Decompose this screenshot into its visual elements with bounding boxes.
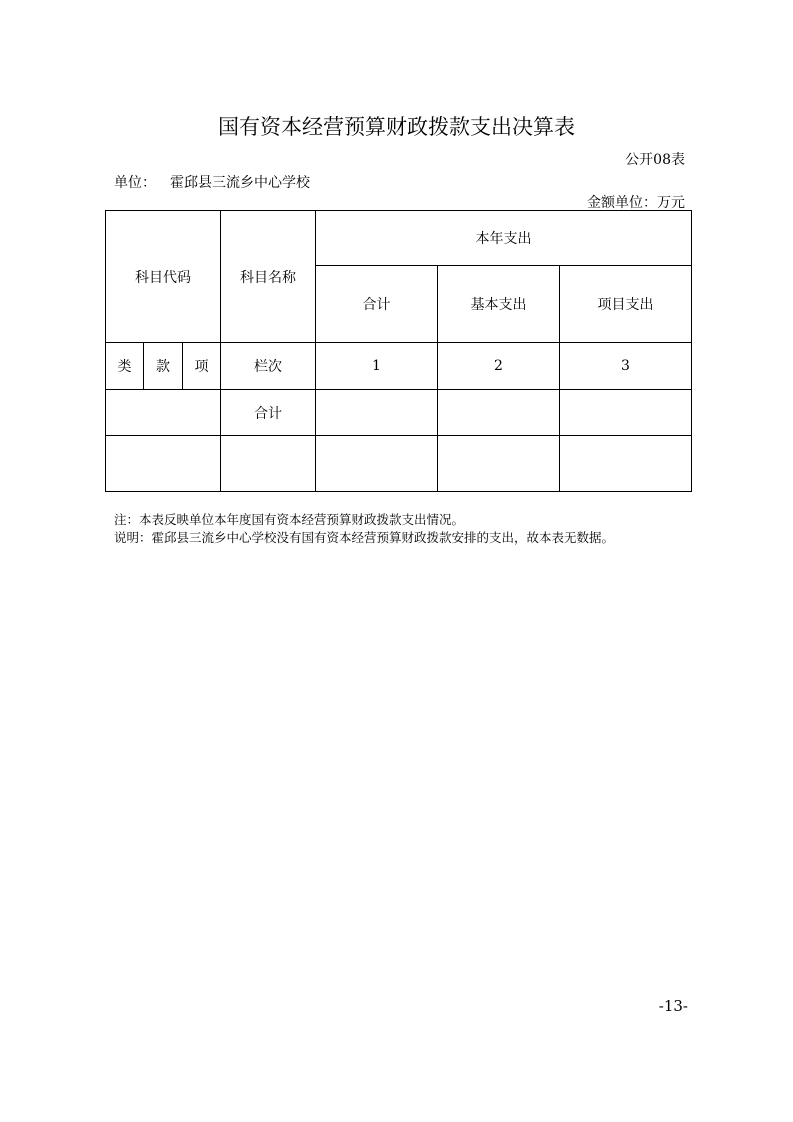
cell-col-3: 3: [560, 343, 692, 390]
page-title: 国有资本经营预算财政拨款支出决算表: [218, 115, 575, 139]
header-basic-expense: 基本支出: [438, 266, 560, 343]
cell-column-label: 栏次: [221, 343, 316, 390]
form-number: 公开08表: [625, 152, 685, 168]
explanation-line: 说明：霍邱县三流乡中心学校没有国有资本经营预算财政拨款安排的支出，故本表无数据。: [114, 530, 615, 545]
empty-basic-cell: [438, 436, 560, 492]
header-row-1: [106, 211, 692, 266]
total-code-cell: [106, 390, 221, 436]
header-subject-code: 科目代码: [106, 211, 221, 343]
cell-col-2: 2: [438, 343, 560, 390]
money-unit: 金额单位：万元: [587, 195, 685, 211]
header-project-expense: 项目支出: [560, 266, 692, 343]
total-basic-value: [438, 390, 560, 436]
note-line: 注：本表反映单位本年度国有资本经营预算财政拨款支出情况。: [114, 512, 465, 527]
header-total: 合计: [316, 266, 438, 343]
total-value: [316, 390, 438, 436]
cell-xiang: 项: [183, 343, 221, 390]
cell-lei: 类: [106, 343, 144, 390]
unit-name: 霍邱县三流乡中心学校: [170, 175, 310, 191]
empty-total-cell: [316, 436, 438, 492]
cell-col-1: 1: [316, 343, 438, 390]
empty-name-cell: [221, 436, 316, 492]
expense-table: [105, 210, 692, 492]
empty-code-cell: [106, 436, 221, 492]
total-project-value: [560, 390, 692, 436]
cell-kuan: 款: [144, 343, 183, 390]
empty-row: [106, 436, 692, 492]
total-label: 合计: [221, 390, 316, 436]
empty-project-cell: [560, 436, 692, 492]
notes: [114, 511, 614, 547]
unit-label: 单位：: [114, 175, 156, 191]
header-current-year-expense: 本年支出: [316, 211, 692, 266]
unit-line: [114, 172, 310, 192]
header-subject-name: 科目名称: [221, 211, 316, 343]
page-number: -13-: [658, 997, 688, 1015]
index-row: [106, 343, 692, 390]
total-row: [106, 390, 692, 436]
